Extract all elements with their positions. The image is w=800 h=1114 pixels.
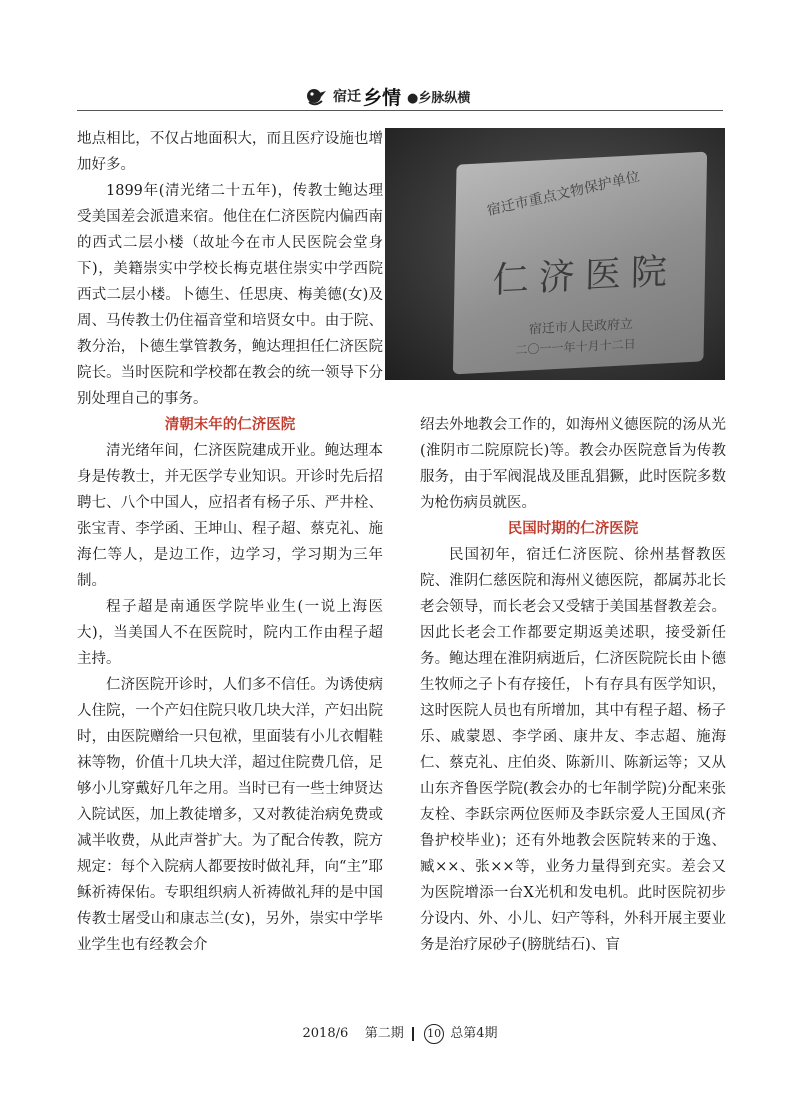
page-number: 10 — [424, 1024, 444, 1044]
brand-prefix: 宿迁 — [333, 89, 361, 105]
paragraph-continued: 绍去外地教会工作的，如海州义德医院的汤从光(淮阴市二院原院长)等。教会办医院意旨为传教服务，由于军阀混战及匪乱猖獗，此时医院多数为枪伤病员就医。 — [420, 417, 726, 511]
bird-logo-icon — [305, 85, 327, 107]
page-header — [305, 84, 470, 108]
paragraph: 仁济医院开诊时，人们多不信任。为诱使病人住院，一个产妇住院只收几块大洋，产妇出院时，由医院赠给一只包袱，里面装有小儿衣帽鞋袜等物，价值十几块大洋，超过住院费几倍，足够小儿穿戴好几年之用。当时已有一些士绅贤达入院试医，加上教徒增多，又对教徒治病免费或减半收费，从此声誉扩大。为了配合传教，院方规定：每个入院病人都要按时做礼拜，向“主”耶稣祈祷保佑。专职组织病人祈祷做礼拜的是中国传教士屠受山和康志兰(女)，另外，崇实中学毕业学生也有经教会介 — [77, 677, 383, 953]
tablet-top-text: 宿迁市重点文物保护单位 — [485, 168, 641, 220]
footer-date: 2018/6 — [302, 1026, 349, 1041]
stone-tablet-photo — [385, 128, 725, 380]
tablet-main-text: 仁济医院 — [492, 250, 678, 302]
footer-issue: 第二期 — [364, 1026, 404, 1041]
paragraph: 程子超是南通医学院毕业生(一说上海医大)，当美国人不在医院时，院内工作由程子超主持。 — [77, 599, 383, 667]
section-heading: 民国时期的仁济医院 — [507, 521, 639, 537]
right-column — [420, 412, 726, 958]
brand-title: 乡情 — [363, 86, 402, 109]
section-label: ●乡脉纵横 — [407, 90, 471, 106]
header-rule — [77, 110, 723, 111]
paragraph: 清光绪年间，仁济医院建成开业。鲍达理本身是传教士，并无医学专业知识。开诊时先后招聘七、八个中国人，应招者有杨子乐、严井栓、张宝青、李学函、王坤山、程子超、蔡克礼、施海仁等人，是边工作，边学习，学习期为三年制。 — [77, 443, 383, 589]
tablet-issuer-text: 宿迁市人民政府立 — [528, 317, 634, 338]
paragraph: 民国初年，宿迁仁济医院、徐州基督教医院、淮阴仁慈医院和海州义德医院，都属苏北长老会领导，而长老会又受辖于美国基督教差会。因此长老会工作都要定期返美述职，接受新任务。鲍达理在淮阴病逝后，仁济医院院长由卜德生牧师之子卜有存接任，卜有存具有医学知识，这时医院人员也有所增加，其中有程子超、杨子乐、戚蒙恩、李学函、康井友、李志超、施海仁、蔡克礼、庄伯炎、陈新川、陈新运等；又从山东齐鲁医学院(教会办的七年制学院)分配来张友栓、李跃宗两位医师及李跃宗爱人王国凤(齐鲁护校毕业)；还有外地教会医院转来的于逸、臧××、张××等，业务力量得到充实。差会又为医院增添一台X光机和发电机。此时医院初步分设内、外、小儿、妇产等科，外科开展主要业务是治疗尿砂子(膀胱结石)、盲 — [420, 547, 726, 953]
tablet-date-text: 二〇一一年十月十二日 — [515, 336, 636, 358]
footer-total-issue: 总第4期 — [450, 1026, 498, 1041]
section-heading: 清朝末年的仁济医院 — [164, 417, 296, 433]
paragraph-continued: 地点相比，不仅占地面积大，而且医疗设施也增加好多。 — [77, 131, 383, 173]
left-column — [77, 126, 383, 958]
stone-tablet — [453, 152, 707, 375]
page-footer — [0, 1022, 800, 1044]
paragraph: 1899年(清光绪二十五年)，传教士鲍达理受美国差会派遣来宿。他住在仁济医院内偏西南的西式二层小楼（故址今在市人民医院会堂身下)，美籍崇实中学校长梅克堪住崇实中学西院西式二层小楼。卜德生、任思庚、梅美德(女)及周、马传教士仍住福音堂和培贤女中。由于院、教分治，卜德生掌管教务，鲍达理担任仁济医院院长。当时医院和学校都在教会的统一领导下分别处理自己的事务。 — [77, 183, 383, 407]
footer-divider — [412, 1027, 414, 1041]
